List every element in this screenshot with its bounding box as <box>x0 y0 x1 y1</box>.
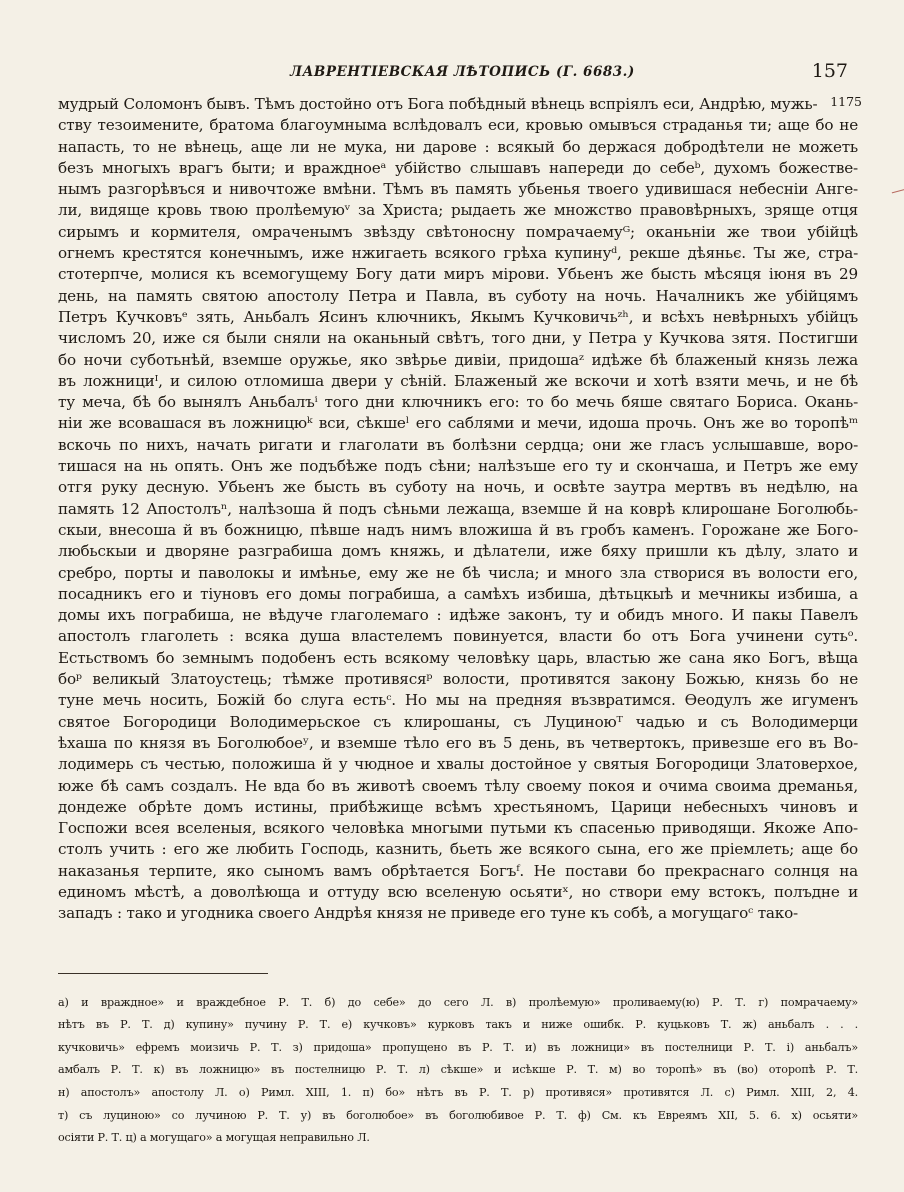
text-line: домы ихъ пограбиша, не вѣдуче глаголемаго : идѣже законъ, ту и обидъ много. И пакы Павелъ <box>58 606 858 625</box>
text-line: напасть, то не вѣнець, аще ли не мука, ни дарове : всякый бо держася добродѣтели не можеть <box>58 137 858 156</box>
text-line: наказанья терпите, яко сыномъ вамъ обрѣтается Богъᶠ. Не постави бо прекраснаго солнця на <box>58 861 858 880</box>
text-line: ли, видяще кровь твою пролѣемуюᵛ за Христа; рыдаеть же множство правовѣрныхъ, зряще отця <box>58 201 858 220</box>
text-line: сирымъ и кормителя, омраченымъ звѣзду свѣтоносну помрачаемуᴳ; оканьніи же твои убійцѣ <box>58 222 858 241</box>
footnote-line: кучковичь» ефремъ моизичь Р. Т. з) придоша» пропущено въ Р. Т. и) въ ложници» въ постелници Р. Т. і) аньбалъ» <box>58 1040 858 1054</box>
text-line: туне мечь носить, Божій бо слуга естьᶜ. Но мы на предняя възвратимся. Ѳеодулъ же игуменъ <box>58 691 858 710</box>
text-line: въ ложнициᴵ, и силою отломиша двери у сѣній. Блаженый же вскочи и хотѣ взяти мечь, и не бѣ <box>58 371 858 390</box>
text-line: отгя руку десную. Убьенъ же бысть въ суботу на ночь, и освѣте заутра мертвъ въ недѣлю, на <box>58 478 858 497</box>
text-line: апостолъ глаголеть : всяка душа властелемъ повинуется, власти бо отъ Бога учинени сутьᵒ. <box>58 627 858 646</box>
text-line: дондеже обрѣте домъ истины, прибѣжище всѣмъ хрестьяномъ, Царици небесныхъ чиновъ и <box>58 797 858 816</box>
text-line: ніи же всовашася въ ложницюᵏ вси, сѣкшеˡ его саблями и мечи, идоша прочь. Онъ же во торопѣᵐ <box>58 414 858 433</box>
text-line: сребро, порты и паволокы и имѣнье, ему же не бѣ числа; и много зла створися въ волости его, <box>58 563 858 582</box>
footnote-line: а) и враждное» и враждебное Р. Т. б) до себе» до сего Л. в) пролѣемую» проливаему(ю) Р. Т. г) помрачаему» <box>58 995 858 1009</box>
main-text <box>58 94 862 925</box>
text-line: стотерпче, молися къ всемогущему Богу дати миръ мірови. Убьенъ же бысть мѣсяця іюня въ 29 <box>58 265 858 284</box>
text-line: святое Богородици Володимерьское съ клирошаны, съ Луциноюᵀ чадью и съ Володимерци <box>58 712 858 731</box>
footnote-line: нѣтъ въ Р. Т. д) купину» пучину Р. Т. е) кучковъ» курковъ такъ и ниже ошибк. Р. куцьковъ Т. ж) аньбалъ . . . <box>58 1018 858 1032</box>
text-line: Петръ Кучковъᵉ зять, Аньбалъ Ясинъ ключникъ, Якымъ Кучковичьᶻʰ, и всѣхъ невѣрныхъ убійцъ <box>58 307 858 326</box>
text-line: столъ учить : его же любить Господь, казнить, бьеть же всякого сына, его же пріемлеть; аще бо <box>58 840 858 859</box>
text-line: Госпожи всея вселеныя, всякого человѣка многыми путьми къ спасенью приводящи. Якоже Апо- <box>58 819 858 838</box>
text-line: тишася на нь опять. Онъ же подъбѣже подъ сѣни; налѣзъше его ту и скончаша, и Петръ же ему <box>58 457 858 476</box>
footnote-line: т) съ луциною» со лучиною Р. Т. у) въ боголюбое» въ боголюбивое Р. Т. ф) См. къ Евреямъ XII, 5. 6. х) осьяти» <box>58 1108 858 1122</box>
text-line: огнемъ крестятся конечнымъ, иже нжигаеть всякого грѣха купинуᵈ, рекше дѣяньє. Ты же, стра- <box>58 244 858 263</box>
body-lines <box>58 94 858 925</box>
text-line: любьскыи и дворяне разграбиша домъ княжь, и дѣлатели, иже бяху пришли къ дѣлу, злато и <box>58 542 858 561</box>
text-line: бо ночи суботьнѣй, вземше оружье, яко звѣрье дивіи, придошаᶻ идѣже бѣ блаженый князь лежа <box>58 350 858 369</box>
text-line: единомъ мѣстѣ, а доволѣюща и оттуду всю вселеную осьятиˣ, но створи ему встокъ, полъдне и <box>58 882 858 901</box>
marginal-annotation <box>889 176 904 194</box>
text-line: ству тезоимените, братома благоумныма вслѣдовалъ еси, кровью омывъся страданья ти; аще бо не <box>58 116 858 135</box>
footnotes <box>58 992 858 1150</box>
header-title: ЛАВРЕНТІЕВСКАЯ ЛѢТОПИСЬ (Г. 6683.) <box>290 64 635 80</box>
footnote-line: осіяти Р. Т. ц) а могущаго» а могущая неправильно Л. <box>58 1131 370 1145</box>
text-line: лодимерь съ честью, положиша й у чюдное и хвалы достойное у святыя Богородици Златоверхое, <box>58 755 858 774</box>
running-header <box>58 58 858 88</box>
text-line: память 12 Апостолъⁿ, налѣзоша й подъ сѣньми лежаща, вземше й на коврѣ клирошане Боголюбь- <box>58 499 858 518</box>
text-line: день, на память святою апостолу Петра и Павла, въ суботу на ночь. Началникъ же убійцямъ <box>58 286 858 305</box>
page <box>58 58 862 1150</box>
text-line: посадникъ его и тіуновъ его домы пограбиша, а самѣхъ избиша, дѣтьцкыѣ и мечникы избиша, а <box>58 584 858 603</box>
footnote-line: н) апостолъ» апостолу Л. о) Римл. XIII, 1. п) бо» нѣтъ въ Р. Т. р) противяся» противятся Л. с) Римл. XIII, 2, 4. <box>58 1085 858 1099</box>
text-line: скыи, внесоша й въ божницю, пѣвше надъ нимъ вложиша й въ гробъ каменъ. Горожане же Бого- <box>58 520 858 539</box>
text-line: безъ многыхъ врагъ быти; и враждноеᵃ убійство слышавъ напереди до себеᵇ, духомъ божестве- <box>58 158 858 177</box>
text-line: ту меча, бѣ бо вынялъ Аньбалъⁱ того дни ключникъ его: то бо мечь бяше святаго Бориса. Окань- <box>58 393 858 412</box>
text-line: Естьствомъ бо земнымъ подобенъ есть всякому человѣку царь, властью же сана яко Богъ, вѣща <box>58 648 858 667</box>
footnote-line: амбалъ Р. Т. к) въ ложницю» въ постелницю Р. Т. л) сѣкше» и исѣкше Р. Т. м) во торопѣ» въ (во) оторопѣ Р. Т. <box>58 1063 858 1077</box>
text-line: ѣхаша по князя въ Боголюбоеʸ, и вземше тѣло его въ 5 день, въ четвертокъ, привезше его въ Во- <box>58 733 858 752</box>
text-line: боᵖ великый Златоустець; тѣмже противясяᵖ волости, противятся закону Божью, князь бо не <box>58 670 858 689</box>
margin-year: 1175 <box>830 94 862 109</box>
footnote-rule <box>58 973 268 974</box>
text-line: вскочь по нихъ, начать ригати и глаголати въ болѣзни сердца; они же гласъ услышавше, воро- <box>58 435 858 454</box>
page-number: 157 <box>811 60 848 82</box>
text-line: западъ : тако и угодника своего Андрѣя князя не приведе его туне къ собѣ, а могущагоᶜ тако- <box>58 904 798 923</box>
text-line: нымъ разгорѣвъся и нивочтоже вмѣни. Тѣмъ въ память убьенья твоего удивишася небесніи Анге- <box>58 180 858 199</box>
text-line: юже бѣ самъ создалъ. Не вда бо въ животѣ своемъ тѣлу своему покоя и очима своима дреманья, <box>58 776 858 795</box>
text-line: мудрый Соломонъ бывъ. Тѣмъ достойно отъ Бога побѣдный вѣнець вспріялъ еси, Андрѣю, мужь- <box>58 95 818 113</box>
text-line: числомъ 20, иже ся были сняли на оканьный свѣтъ, того дни, у Петра у Кучкова зятя. Постигши <box>58 329 858 348</box>
